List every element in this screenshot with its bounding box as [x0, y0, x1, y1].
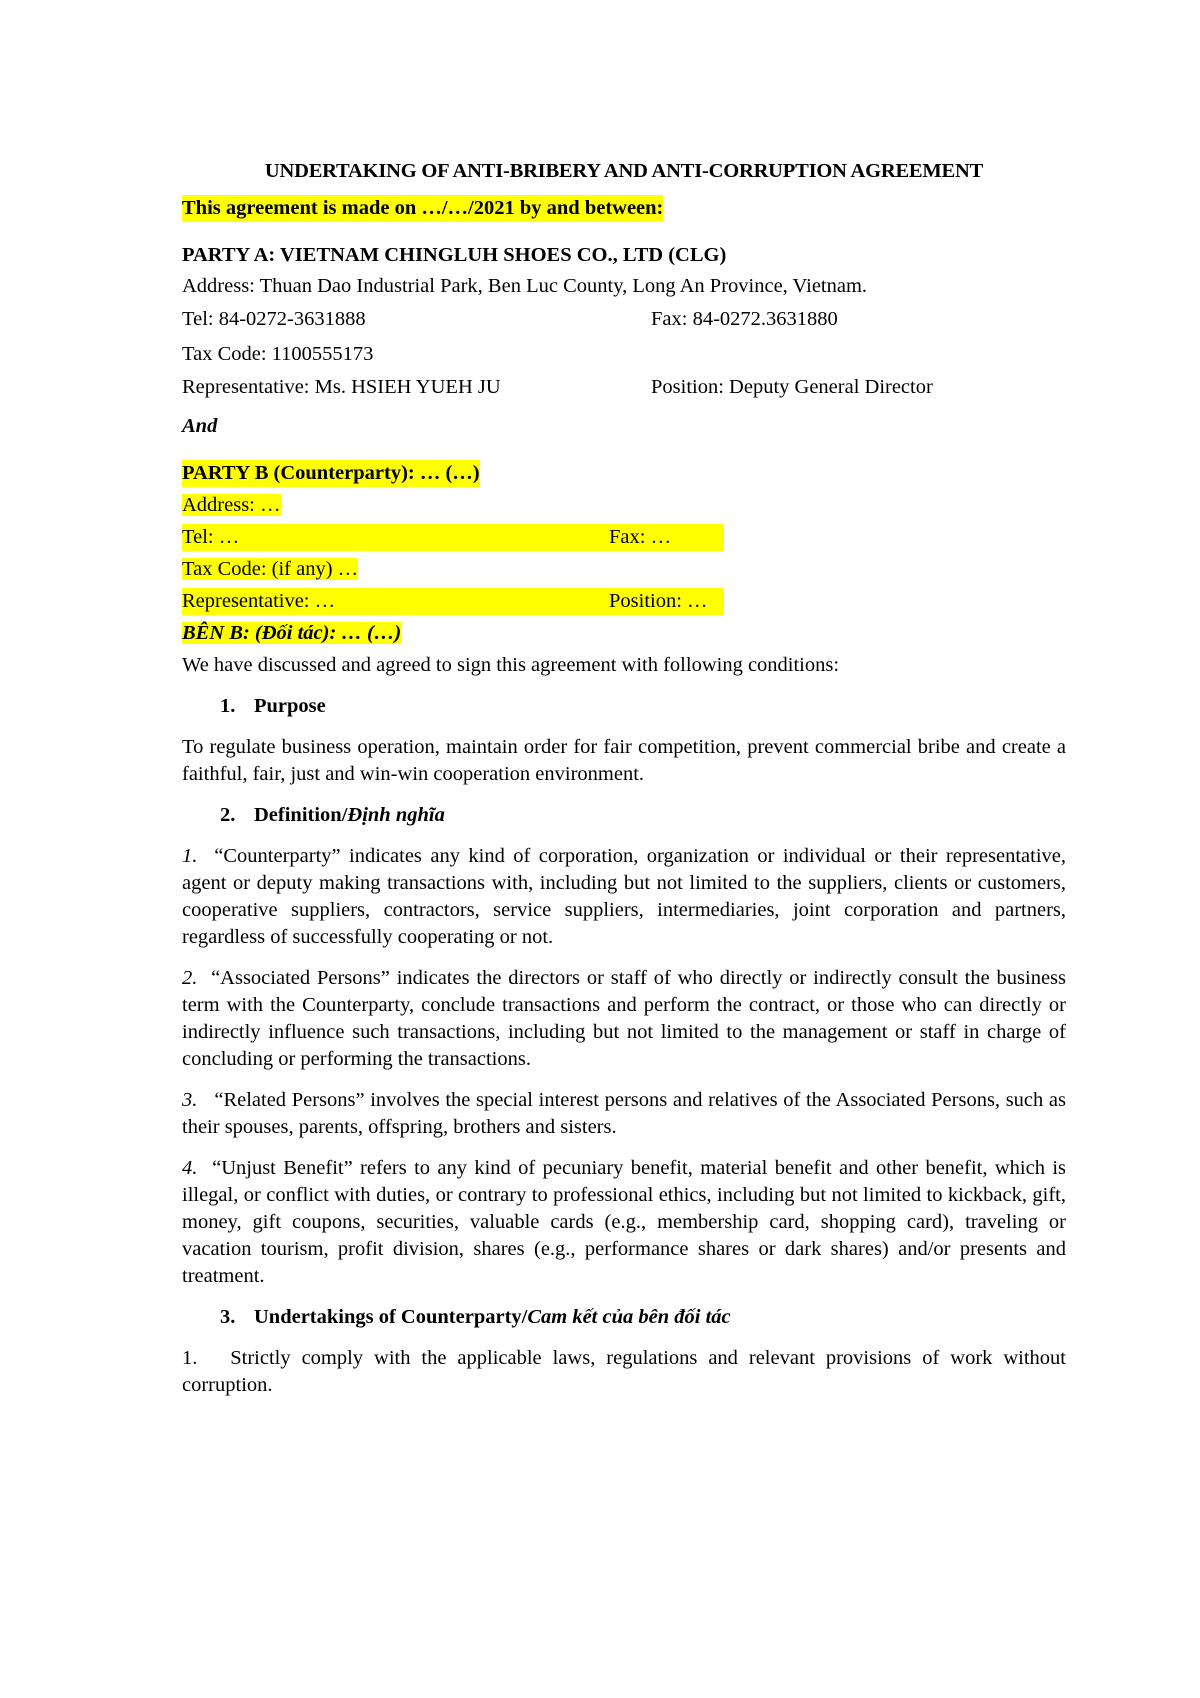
section-2-title: Definition/ [254, 804, 348, 826]
definition-number: 2. [182, 967, 198, 989]
party-b-tax-code: Tax Code: (if any) … [182, 558, 359, 580]
definition-text: “Associated Persons” indicates the directors or staff of who directly or indirectly consult the business term with the Counterparty, conclude transactions and perform the contract, or those who can directly or indirectly influence such transactions, including but not limited to the management or staff in charge of concluding or performing the transactions. [182, 967, 1066, 1070]
party-a-fax: Fax: 84-0272.3631880 [651, 308, 838, 330]
party-b-block [182, 460, 1066, 647]
section-2-heading [182, 802, 1066, 829]
party-a-contact-row [182, 306, 1066, 333]
definition-item [182, 843, 1066, 951]
definition-item [182, 1087, 1066, 1141]
undertaking-item [182, 1345, 1066, 1399]
document-title: UNDERTAKING OF ANTI-BRIBERY AND ANTI-CORRUPTION AGREEMENT [264, 160, 984, 182]
section-3-title: Undertakings of Counterparty/ [254, 1306, 528, 1328]
undertaking-number: 1. [182, 1347, 198, 1369]
party-a-position: Position: Deputy General Director [651, 376, 933, 398]
section-2-title-vietnamese: Định nghĩa [347, 804, 445, 826]
party-b-contact-row [182, 524, 724, 551]
section-1-number: 1. [220, 695, 236, 717]
party-b-representative: Representative: … [182, 590, 336, 612]
undertaking-text: Strictly comply with the applicable laws, regulations and relevant provisions of work without corruption. [182, 1347, 1066, 1396]
section-3-title-vietnamese: Cam kết của bên đối tác [527, 1306, 731, 1328]
definition-number: 3. [182, 1089, 198, 1111]
definition-item [182, 1155, 1066, 1290]
party-b-representative-row [182, 588, 724, 615]
section-1-heading [182, 693, 1066, 720]
definition-item [182, 965, 1066, 1073]
agreement-date-line: This agreement is made on …/…/2021 by and between: [182, 195, 663, 222]
intro-text: We have discussed and agreed to sign this agreement with following conditions: [182, 654, 840, 676]
party-b-heading: PARTY B (Counterparty): … (…) [182, 460, 480, 487]
definition-text: “Related Persons” involves the special interest persons and relatives of the Associated Persons, such as their spouses, parents, offspring, brothers and sisters. [182, 1089, 1067, 1138]
section-1-title: Purpose [254, 695, 326, 717]
party-b-position: Position: … [609, 590, 708, 612]
party-a-representative-row [182, 374, 1066, 401]
party-a-tax-code: Tax Code: 1100555173 [182, 343, 374, 365]
party-b-address: Address: … [182, 494, 281, 516]
and-label: And [182, 415, 218, 437]
section-2-number: 2. [220, 804, 236, 826]
section-1-body: To regulate business operation, maintain order for fair competition, prevent commercial bribe and create a faithful, fair, just and win-win cooperation environment. [182, 736, 1066, 785]
party-a-address: Address: Thuan Dao Industrial Park, Ben Luc County, Long An Province, Vietnam. [182, 275, 868, 297]
party-b-tel: Tel: … [182, 526, 240, 548]
party-a-heading: PARTY A: VIETNAM CHINGLUH SHOES CO., LTD (CLG) [182, 244, 727, 266]
document-content [182, 158, 1066, 1413]
party-a-representative: Representative: Ms. HSIEH YUEH JU [182, 376, 501, 398]
definition-number: 4. [182, 1157, 198, 1179]
definition-number: 1. [182, 845, 198, 867]
party-b-fax: Fax: … [609, 526, 672, 548]
definition-text: “Counterparty” indicates any kind of corporation, organization or individual or their representative, agent or deputy making transactions with, including but not limited to the suppliers, clients or customers, cooperative suppliers, contractors, service suppliers, intermediaries, joint corporation and partners, regardless of successfully cooperating or not. [182, 845, 1067, 948]
party-b-heading-vietnamese: BÊN B: (Đối tác): … (…) [182, 622, 402, 644]
party-a-tel: Tel: 84-0272-3631888 [182, 308, 366, 330]
section-3-heading [182, 1304, 1066, 1331]
section-3-number: 3. [220, 1306, 236, 1328]
definition-text: “Unjust Benefit” refers to any kind of pecuniary benefit, material benefit and other benefit, which is illegal, or conflict with duties, or contrary to professional ethics, including but not limited to kickback, gift, money, gift coupons, securities, valuable cards (e.g., membership card, shopping card), traveling or vacation tourism, profit division, shares (e.g., performance shares or dark shares) and/or presents and treatment. [182, 1157, 1066, 1287]
